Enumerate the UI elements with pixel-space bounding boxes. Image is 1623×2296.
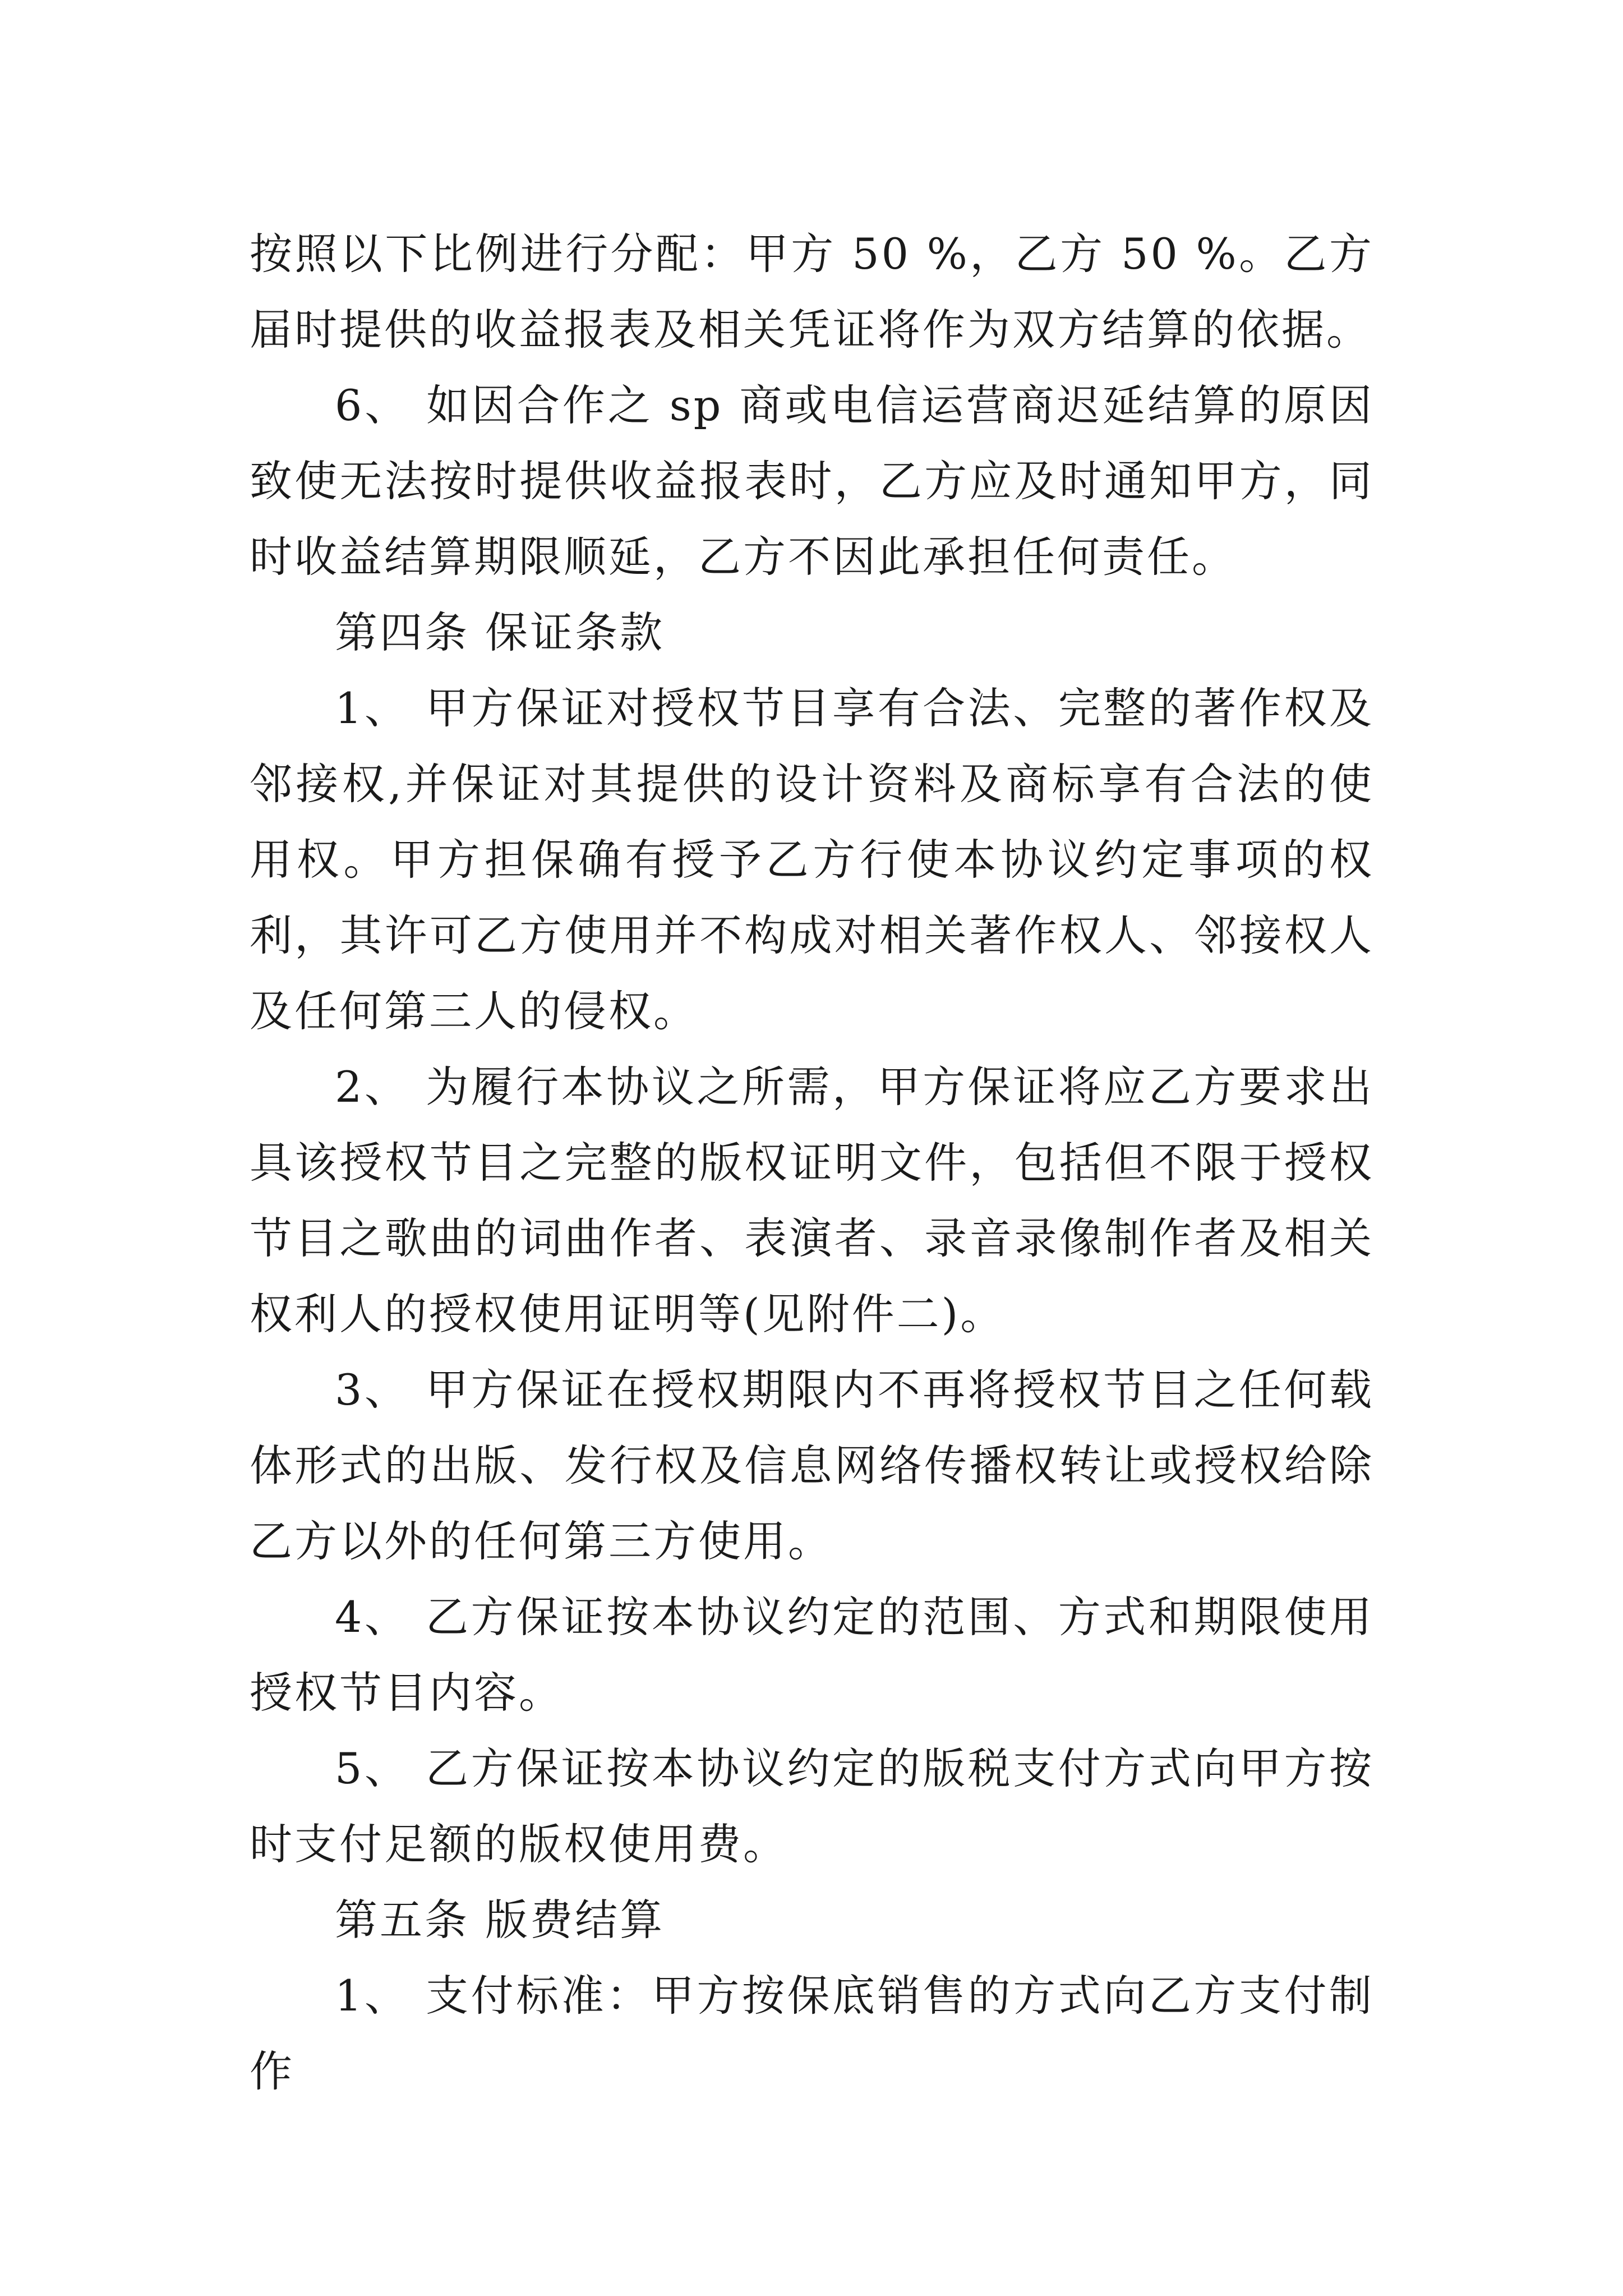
paragraph-warranty-5: 5、 乙方保证按本协议约定的版税支付方式向甲方按时支付足额的版权使用费。 — [250, 1743, 1374, 1869]
paragraph-warranty-4: 4、 乙方保证按本协议约定的范围、方式和期限使用授权节目内容。 — [250, 1592, 1374, 1718]
paragraph-warranty-3: 3、 甲方保证在授权期限内不再将授权节目之任何载体形式的出版、发行权及信息网络传播权转让或授权给除乙方以外的任何第三方使用。 — [250, 1365, 1374, 1566]
paragraph-item-6-settlement-delay: 6、 如因合作之 sp 商或电信运营商迟延结算的原因致使无法按时提供收益报表时，乙方应及时通知甲方，同时收益结算期限顺延，乙方不因此承担任何责任。 — [250, 380, 1374, 582]
section-heading-article-4: 第四条 保证条款 — [335, 608, 665, 657]
paragraph-warranty-1: 1、 甲方保证对授权节目享有合法、完整的著作权及邻接权,并保证对其提供的设计资料及商标享有合法的使用权。甲方担保确有授予乙方行使本协议约定事项的权利，其许可乙方使用并不构成对相关著作权人、邻接权人及任何第三人的侵权。 — [250, 683, 1374, 1036]
section-heading-article-5: 第五条 版费结算 — [335, 1895, 665, 1945]
paragraph-payment-standard: 1、 支付标准：甲方按保底销售的方式向乙方支付制作 — [250, 1971, 1374, 2096]
paragraph-warranty-2: 2、 为履行本协议之所需，甲方保证将应乙方要求出具该授权节目之完整的版权证明文件，包括但不限于授权节目之歌曲的词曲作者、表演者、录音录像制作者及相关权利人的授权使用证明等(见附件二)。 — [250, 1062, 1374, 1339]
paragraph-revenue-split: 按照以下比例进行分配：甲方 50 %，乙方 50 %。乙方届时提供的收益报表及相关凭证将作为双方结算的依据。 — [250, 229, 1374, 355]
document-body — [250, 216, 1374, 2109]
